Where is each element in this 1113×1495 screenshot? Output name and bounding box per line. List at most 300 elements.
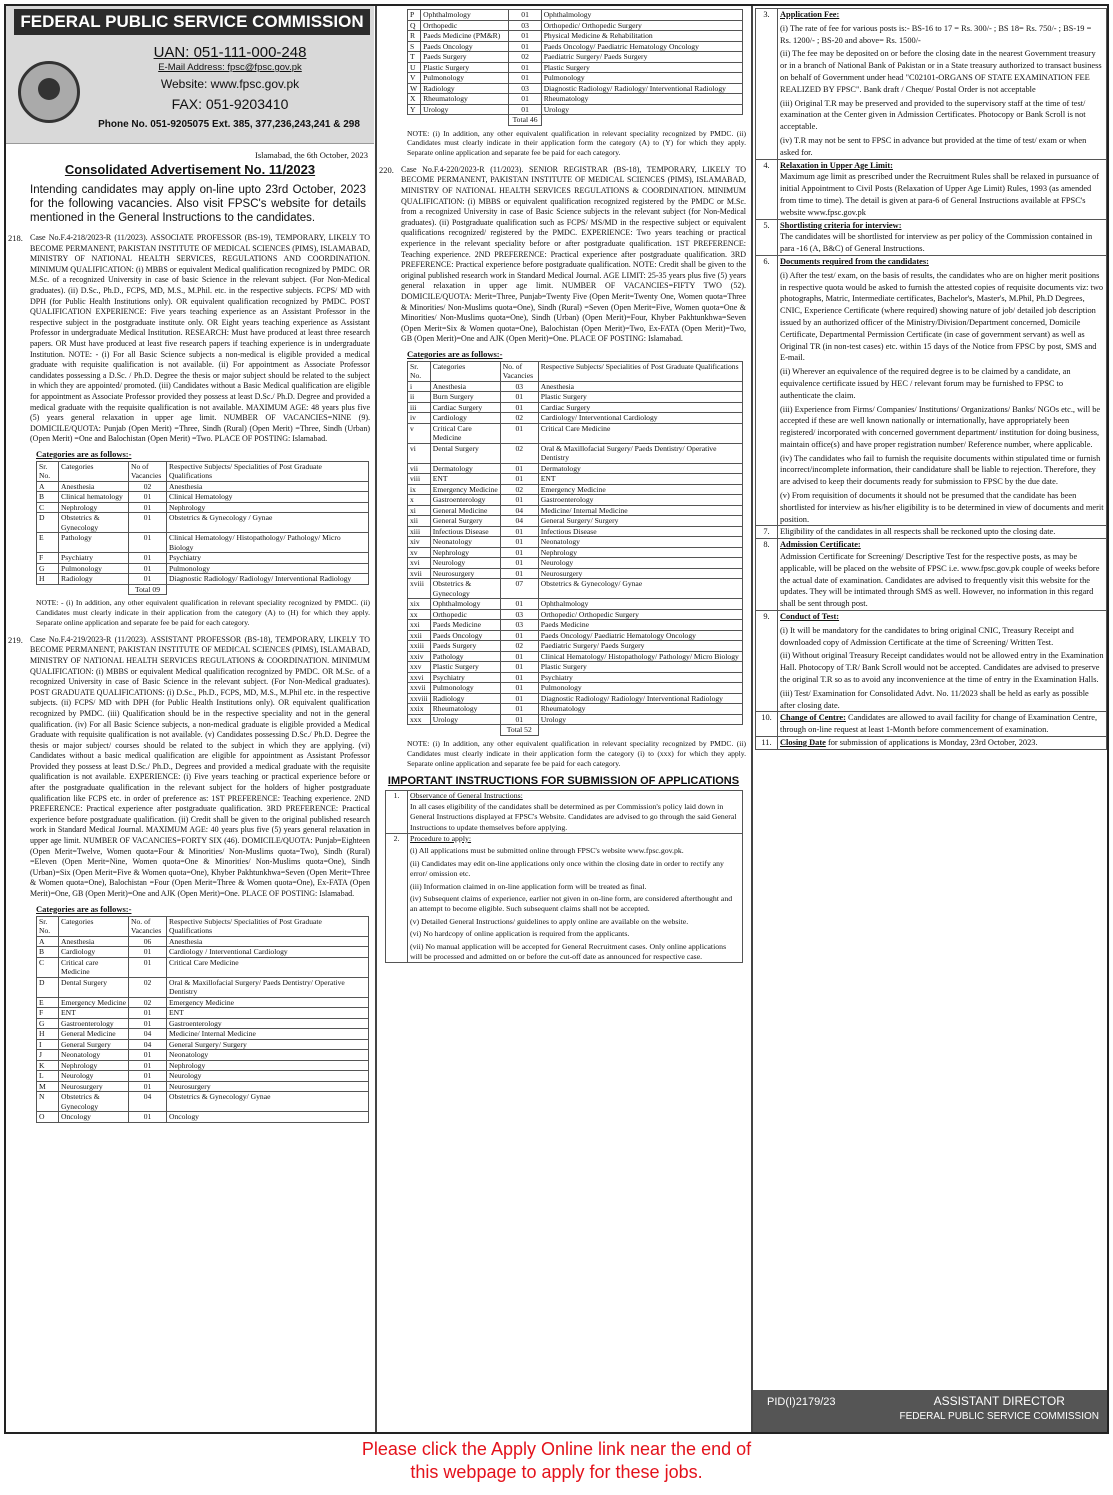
table-row <box>37 997 369 1008</box>
instruction-number: 5. <box>756 219 778 255</box>
table-cell: 01 <box>500 526 538 537</box>
table-cell: Nephrology <box>430 547 500 558</box>
phone-line: Phone No. 051-9205075 Ext. 385, 377,236,243,241 & 298 <box>98 119 360 130</box>
instruction-text: In all cases eligibility of the candidates shall be determined as per Commission's policy laid down in General Instructions displayed at FPSC's Website. Candidates are advised to go through the said General Instructions to update themselves before applying. <box>410 801 737 832</box>
table-cell: Y <box>408 104 421 115</box>
instruction-number: 7. <box>756 526 778 539</box>
table-cell: Anesthesia <box>59 936 129 947</box>
instruction-paragraph: (i) It will be mandatory for the candidates to bring original CNIC, Treasury Receipt and downloaded copy of Admission Certificate at the time of Screening/ Written Test. <box>780 625 1074 647</box>
table-cell <box>408 725 501 736</box>
table-cell: 01 <box>500 693 538 704</box>
table-cell: Nephrology <box>59 502 129 513</box>
note-219: NOTE: (i) In addition, any other equivalent qualification in relevant speciality recognized by PMDC. (ii) Candidates must clearly indicate in their application form the category (A) to (Y) for which they apply. Separate online application and separate fee be paid for each category. <box>407 128 746 158</box>
table-cell: Oral & Maxillofacial Surgery/ Paeds Dentistry/ Operative Dentistry <box>538 443 742 463</box>
table-row <box>408 73 743 84</box>
table-cell: Paeds Surgery <box>421 52 509 63</box>
table-row <box>37 1039 369 1050</box>
instruction-number: 8. <box>756 539 778 611</box>
table-cell: R <box>408 31 421 42</box>
table-cell: 01 <box>509 41 541 52</box>
table-cell: Diagnostic Radiology/ Radiology/ Interventional Radiology <box>167 574 369 585</box>
table-cell: 01 <box>129 513 167 533</box>
table-row <box>37 1071 369 1082</box>
categories-table-220 <box>407 361 743 736</box>
table-row <box>37 1029 369 1040</box>
table-cell: 02 <box>500 641 538 652</box>
table-cell: 01 <box>129 492 167 503</box>
table-row <box>408 423 743 443</box>
column-header: Sr. No. <box>37 916 59 936</box>
table-cell: 01 <box>129 957 167 977</box>
note-218: NOTE: - (i) In addition, any other equivalent qualification in relevant speciality recognized by PMDC. (ii) Candidates must clearly indicate in their application from the category (A) to (H) for which they apply. Separate online application and separate fee be paid for each category. <box>36 598 370 627</box>
case-number: 219. <box>8 634 23 645</box>
table-row <box>37 1008 369 1019</box>
instruction-number: 4. <box>756 159 778 219</box>
table-cell: Critical Care Medicine <box>538 423 742 443</box>
table-row <box>408 505 743 516</box>
instruction-3 <box>756 9 1107 160</box>
table-cell: Urology <box>430 714 500 725</box>
apply-online-banner[interactable] <box>0 1438 1113 1484</box>
table-row <box>408 10 743 21</box>
table-row <box>408 41 743 52</box>
table-row <box>37 553 369 564</box>
table-cell: Anesthesia <box>167 481 369 492</box>
instruction-heading: Shortlisting criteria for interview: <box>780 220 902 230</box>
table-cell: Physical Medicine & Rehabilitation <box>541 31 742 42</box>
table-cell: xxi <box>408 620 431 631</box>
table-row <box>408 392 743 403</box>
table-cell: xxiii <box>408 641 431 652</box>
table-cell: 01 <box>500 402 538 413</box>
table-cell: Cardiology/ Interventional Cardiology <box>538 413 742 424</box>
table-cell: 01 <box>500 547 538 558</box>
table-cell: H <box>37 1029 59 1040</box>
table-cell: viii <box>408 474 431 485</box>
table-row <box>37 1092 369 1112</box>
table-cell: Nephrology <box>167 1060 369 1071</box>
table-cell: xi <box>408 505 431 516</box>
table-cell: 01 <box>509 62 541 73</box>
table-row <box>408 558 743 569</box>
table-cell: 02 <box>500 413 538 424</box>
table-cell: Neonatology <box>430 537 500 548</box>
table-cell: Psychiatry <box>430 672 500 683</box>
table-cell: 01 <box>129 947 167 958</box>
table-cell: 01 <box>509 94 541 105</box>
instruction-2 <box>386 834 743 963</box>
case-219 <box>6 630 374 902</box>
table-cell: Obstetrics & Gynecology / Gynae <box>167 513 369 533</box>
table-cell: B <box>37 492 59 503</box>
instructions-continued-table <box>755 8 1107 750</box>
table-cell: i <box>408 381 431 392</box>
table-cell: 01 <box>129 1018 167 1029</box>
case-220 <box>377 160 750 347</box>
table-cell: Radiology <box>421 83 509 94</box>
table-cell: 04 <box>129 1039 167 1050</box>
table-row <box>408 62 743 73</box>
table-cell: ENT <box>59 1008 129 1019</box>
instruction-paragraph: (iii) Information claimed in on-line application form will be treated as final. <box>410 881 647 891</box>
table-cell: O <box>37 1112 59 1123</box>
table-row <box>37 492 369 503</box>
table-row <box>408 609 743 620</box>
table-row <box>408 579 743 599</box>
table-cell: Infectious Disease <box>538 526 742 537</box>
table-row <box>408 537 743 548</box>
table-cell: Orthopedic/ Orthopedic Surgery <box>538 609 742 620</box>
table-cell: General Surgery <box>430 516 500 527</box>
instruction-heading: Closing Date <box>780 738 826 748</box>
table-cell: Cardiology <box>430 413 500 424</box>
table-cell: 01 <box>500 463 538 474</box>
table-row <box>37 502 369 513</box>
table-row <box>408 630 743 641</box>
table-row <box>408 31 743 42</box>
table-row <box>408 413 743 424</box>
table-cell: Psychiatry <box>167 553 369 564</box>
table-cell: Orthopedic/ Orthopedic Surgery <box>541 20 742 31</box>
instruction-heading: Observance of General Instructions: <box>410 791 523 801</box>
table-cell: 01 <box>509 31 541 42</box>
table-cell: v <box>408 423 431 443</box>
table-cell: Cardiology / Interventional Cardiology <box>167 947 369 958</box>
table-row <box>408 495 743 506</box>
column-header: Sr. No. <box>37 461 59 481</box>
table-row <box>37 1060 369 1071</box>
table-row <box>408 463 743 474</box>
table-cell: Urology <box>538 714 742 725</box>
table-cell: Obstetrics & Gynecology <box>59 1092 129 1112</box>
table-cell: Emergency Medicine <box>59 997 129 1008</box>
instruction-number: 6. <box>756 255 778 526</box>
table-cell: N <box>37 1092 59 1112</box>
table-cell: Diagnostic Radiology/ Radiology/ Interventional Radiology <box>538 693 742 704</box>
table-cell: Q <box>408 20 421 31</box>
table-cell: Paeds Medicine <box>430 620 500 631</box>
table-cell: 03 <box>509 20 541 31</box>
column-header: Categories <box>59 916 129 936</box>
column-right <box>753 6 1109 1432</box>
column-header: Categories <box>430 361 500 381</box>
total-label: Total <box>506 725 523 735</box>
signature-footer <box>753 1390 1109 1432</box>
table-cell: Diagnostic Radiology/ Radiology/ Interventional Radiology <box>541 83 742 94</box>
column-header: Respective Subjects/ Specialities of Post Graduate Qualifications <box>167 916 369 936</box>
table-cell: F <box>37 1008 59 1019</box>
table-cell: Paeds Oncology/ Paediatric Hematology Oncology <box>541 41 742 52</box>
instruction-heading: Documents required from the candidates: <box>780 256 929 266</box>
table-cell: Paediatric Surgery/ Paeds Surgery <box>538 641 742 652</box>
table-cell: xvii <box>408 568 431 579</box>
org-title: FEDERAL PUBLIC SERVICE COMMISSION <box>14 9 370 35</box>
table-row <box>408 599 743 610</box>
fax-line: FAX: 051-9203410 <box>171 96 289 112</box>
table-cell: X <box>408 94 421 105</box>
table-cell: Anesthesia <box>430 381 500 392</box>
table-cell: Clinical Hematology/ Histopathology/ Pathology/ Micro Biology <box>538 651 742 662</box>
instruction-paragraph: (iv) The candidates who fail to furnish the requisite documents within stipulated time or furnish incorrect/incomplete information, their candidature shall be liable to rejection. Therefore, they are advised to keep their documents ready for submission to FPSC by the due date. <box>780 453 1101 487</box>
table-cell: Neonatology <box>167 1050 369 1061</box>
table-cell: Dermatology <box>538 463 742 474</box>
table-cell: 02 <box>129 997 167 1008</box>
instruction-paragraph: (i) After the test/ exam, on the basis of results, the candidates who are on higher merit positions in respective quota would be asked to furnish the attested copies of requisite documents viz: two photographs, Matric, Intermediate certificates, Bachelor's, Master's, M.Phil, Ph.D Degrees, CNIC, Experience Certificate (where required) showing nature of job/ detailed job description issued by an authorized officer of the Ministry/Division/Department concerned, Domicile Certificate, Departmental Permission Certificate (in case of government servant) as well as Original TR (in non-test cases) etc. within 15 days of the Notice from FPSC by post, SMS and E-mail. <box>780 270 1104 363</box>
instruction-paragraph: (iv) T.R may not be sent to FPSC in advance but provided at the time of test/ exam or when asked for. <box>780 135 1087 157</box>
instruction-paragraph: (iii) Test/ Examination for Consolidated Advt. No. 11/2023 shall be held as early as possible after closing date. <box>780 688 1089 710</box>
table-header-row <box>37 461 369 481</box>
instruction-paragraphs <box>780 270 1104 526</box>
table-cell: Nephrology <box>538 547 742 558</box>
table-row <box>408 402 743 413</box>
table-cell: Gastroenterology <box>167 1018 369 1029</box>
banner-line-2: this webpage to apply for these jobs. <box>410 1462 703 1482</box>
advertisement-sheet <box>4 4 1109 1434</box>
table-cell: E <box>37 997 59 1008</box>
table-cell: T <box>408 52 421 63</box>
table-cell: Pulmonology <box>167 563 369 574</box>
table-cell <box>538 725 742 736</box>
pid-number: PID(I)2179/23 <box>767 1396 836 1408</box>
table-cell: Medicine/ Internal Medicine <box>538 505 742 516</box>
table-cell: Plastic Surgery <box>538 662 742 673</box>
table-cell: W <box>408 83 421 94</box>
table-cell: xiii <box>408 526 431 537</box>
table-row <box>408 526 743 537</box>
table-cell: Pulmonology <box>430 683 500 694</box>
instruction-paragraph: (ii) Wherever an equivalence of the required degree is to be claimed by a candidate, an equivalence certificate issued by HEC / relevant forum may be furnished to FPSC to authenticate the claim. <box>780 367 1071 400</box>
instruction-paragraph: (i) All applications must be submitted online through FPSC's website www.fpsc.gov.pk. <box>410 846 684 856</box>
table-cell: xv <box>408 547 431 558</box>
table-row <box>408 672 743 683</box>
table-cell: 01 <box>129 574 167 585</box>
table-cell: 04 <box>129 1092 167 1112</box>
table-cell: Rheumatology <box>430 704 500 715</box>
instruction-number: 1. <box>386 791 408 834</box>
table-cell: 02 <box>129 481 167 492</box>
instruction-paragraph: (iii) Experience from Firms/ Companies/ Institutions/ Organizations/ Banks/ NGOs etc., will be accepted if these are well known nationally or internationally, have appropriately been registered/ incorporated with concerned government department/ institution for doing business, maintain office(s) and have proper registration number/ Reference number, where applicable. <box>780 404 1101 449</box>
table-cell: General Surgery <box>59 1039 129 1050</box>
table-cell: E <box>37 533 59 553</box>
table-cell: 01 <box>129 1060 167 1071</box>
instructions-table <box>385 790 743 963</box>
table-cell: F <box>37 553 59 564</box>
table-cell: Neurosurgery <box>538 568 742 579</box>
email-line: E-Mail Address: fpsc@fpsc.gov.pk <box>158 62 302 73</box>
table-cell: ENT <box>430 474 500 485</box>
uan-line: UAN: 051-111-000-248 <box>153 44 307 61</box>
table-cell: 01 <box>509 73 541 84</box>
table-cell: ENT <box>538 474 742 485</box>
table-cell: Psychiatry <box>538 672 742 683</box>
table-cell: Pulmonology <box>538 683 742 694</box>
instruction-paragraph: (ii) Without original Treasury Receipt candidates would not be allowed entry in the Examination Hall. Photocopy of T.R/ Bank Scroll would not be accepted. Candidates are advised to preserve the original T.R so as to avoid any inconvenience at the time of entry in the Examination Halls. <box>780 651 1104 685</box>
table-cell: Radiology <box>59 574 129 585</box>
table-cell: 01 <box>129 553 167 564</box>
table-cell: A <box>37 936 59 947</box>
table-cell: Pathology <box>59 533 129 553</box>
table-row <box>408 651 743 662</box>
signatory-office: FEDERAL PUBLIC SERVICE COMMISSION <box>899 1411 1099 1422</box>
table-cell: Neurology <box>59 1071 129 1082</box>
table-row <box>408 83 743 94</box>
table-cell: 02 <box>500 484 538 495</box>
column-header: Sr. No. <box>408 361 431 381</box>
table-cell: Obstetrics & Gynecology <box>430 579 500 599</box>
table-cell: 01 <box>129 1008 167 1019</box>
table-cell: 01 <box>500 683 538 694</box>
table-row <box>37 977 369 997</box>
instruction-heading: Change of Centre: <box>780 713 846 723</box>
table-cell: ENT <box>167 1008 369 1019</box>
table-cell: Infectious Disease <box>430 526 500 537</box>
table-cell: Paeds Medicine (PM&R) <box>421 31 509 42</box>
table-cell: M <box>37 1081 59 1092</box>
table-row <box>408 568 743 579</box>
table-cell: iv <box>408 413 431 424</box>
table-cell: 01 <box>500 672 538 683</box>
table-cell: Paeds Oncology <box>430 630 500 641</box>
table-cell: Dental Surgery <box>430 443 500 463</box>
table-cell: 01 <box>129 1081 167 1092</box>
table-row <box>408 20 743 31</box>
table-cell: 01 <box>509 104 541 115</box>
table-cell: 01 <box>500 474 538 485</box>
instruction-paragraphs <box>780 625 1104 712</box>
table-cell: K <box>37 1060 59 1071</box>
table-cell: 04 <box>500 516 538 527</box>
table-cell: C <box>37 957 59 977</box>
table-cell: Clinical hematology <box>59 492 129 503</box>
table-cell: Plastic Surgery <box>430 662 500 673</box>
signatory-title: ASSISTANT DIRECTOR <box>933 1394 1065 1408</box>
note-220: NOTE: (i) In addition, any other equivalent qualification in relevant speciality recognized by PMDC. (ii) Candidates must clearly indicate in their application form the category (i) to (xxx) for which they apply. Separate online application and separate fee be paid for each category. <box>407 738 746 768</box>
table-cell: V <box>408 73 421 84</box>
fpsc-seal-icon <box>18 61 80 123</box>
instruction-number: 2. <box>386 834 408 963</box>
instruction-1 <box>386 791 743 834</box>
instruction-4 <box>756 159 1107 219</box>
table-cell: 04 <box>500 505 538 516</box>
table-cell: A <box>37 481 59 492</box>
table-cell: 01 <box>500 392 538 403</box>
table-cell: Neonatology <box>538 537 742 548</box>
table-cell: Pulmonology <box>541 73 742 84</box>
table-cell <box>37 584 129 595</box>
table-cell: x <box>408 495 431 506</box>
instruction-paragraph: (ii) The fee may be deposited on or before the closing date in the nearest Government treasury or in a branch of National Bank of Pakistan or in a State treasury authorized to transact business on behalf of Government under head "C02101-ORGANS OF STATE EXAMINATION FEE REALIZED BY FPSC". Bank draft / Cheque/ Postal Order is not acceptable <box>780 49 1102 94</box>
table-cell: Neurology <box>538 558 742 569</box>
table-cell: Critical care Medicine <box>59 957 129 977</box>
table-row <box>408 620 743 631</box>
case-text: Case No.F.4-218/2023-R (11/2023). ASSOCIATE PROFESSOR (BS-19), TEMPORARY, LIKELY TO BECOME PERMANENT, PAKISTAN INSTITUTE OF MEDICAL SCIENCES (PIMS), ISLAMABAD, MINISTRY OF NATIONAL HEALTH SERVICES, REGULATIONS AND COORDINATION. MINIMUM QUALIFICATION: (i) MBBS or equivalent Medical qualification recognized by PMDC. OR M.Sc. of a recognized University in case of basic Science in the relevant subject. (For Non-Medical graduates). (ii) D.Sc., Ph.D., FCPS, MD, M.S., M.Phil. etc. in the respective subjects. FCPS/ MD with DPH (for Public Health Institutions only). OR equivalent qualification recognized by PMDC. POST QUALIFICATION EXPERIENCE: Five years teaching experience as an Assistant Professor in the respective subject in the postgraduate institute only. OR Eight years teaching experience as Assistant Professor in undergraduate Medical Institution. RESEARCH: Must have produced at least three research papers. OR Must have produced at least five research papers if teaching experience is in undergraduate Institution. NOTE: - (i) For all Basic Science subjects a non-medical is eligible provided a medical graduate with requisite qualification is not available. (ii) For appointment as Associate Professor candidates possessing a D.Sc. / Ph.D. Degree the thesis or major subject should be related to the subject in which they are appointed/ promoted. (iii) Candidates without a Basic Medical qualification are eligible for appointment as Associate Professor provided they possess at least D.Sc./ Ph.D. Degree and provided a medical graduate with the requisite qualification is not available. MAXIMUM AGE: 48 years plus five (5) years general relaxation in upper age limit. NUMBER OF VACANCIES=NINE (9). DOMICILE/QUOTA: Punjab (Open Merit) =Three, Sindh (Rural) (Open Merit) =Three, Sindh (Urban) (Open Merit) =One and Balochistan (Open Merit) =Two. PLACE OF POSTING: Islamabad. <box>30 233 370 444</box>
table-cell: C <box>37 502 59 513</box>
total-value: 09 <box>152 584 160 594</box>
table-row <box>408 683 743 694</box>
instruction-10 <box>756 712 1107 737</box>
table-cell: General Medicine <box>59 1029 129 1040</box>
table-cell: Oral & Maxillofacial Surgery/ Paeds Dentistry/ Operative Dentistry <box>167 977 369 997</box>
instruction-9 <box>756 611 1107 712</box>
table-cell: 02 <box>509 52 541 63</box>
table-cell: Clinical Hematology/ Histopathology/ Pathology/ Micro Biology <box>167 533 369 553</box>
instruction-paragraph: (iv) Subsequent claims of experience, earlier not given in on-line form, are considered afterthought and an attempt to become eligible. Such subsequent claims shall not be accepted. <box>410 894 733 914</box>
column-header: No. of Vacancies <box>500 361 538 381</box>
table-cell: General Medicine <box>430 505 500 516</box>
table-cell: Critical Care Medicine <box>167 957 369 977</box>
table-cell: Plastic Surgery <box>538 392 742 403</box>
total-row <box>37 584 369 595</box>
table-cell: 03 <box>500 620 538 631</box>
table-row <box>37 1018 369 1029</box>
place-date: Islamabad, the 6th October, 2023 <box>255 150 368 160</box>
table-cell: 01 <box>500 568 538 579</box>
total-label: Total <box>135 584 151 594</box>
table-cell: 01 <box>129 1071 167 1082</box>
total-value: 46 <box>529 115 538 124</box>
table-row <box>408 704 743 715</box>
table-cell: Pulmonology <box>421 73 509 84</box>
table-cell: Paeds Surgery <box>430 641 500 652</box>
table-cell: Radiology <box>430 693 500 704</box>
table-row <box>408 443 743 463</box>
column-header: Categories <box>59 461 129 481</box>
table-row <box>408 94 743 105</box>
categories-label: Categories are as follows:- <box>407 348 503 359</box>
instruction-number: 10. <box>756 712 778 737</box>
table-cell: 01 <box>500 537 538 548</box>
case-text: Case No.F.4-219/2023-R (11/2023). ASSISTANT PROFESSOR (BS-18), TEMPORARY, LIKELY TO BECOME PERMANENT, PAKISTAN INSTITUTE OF MEDICAL SCIENCES (PIMS), ISLAMABAD, MINISTRY OF NATIONAL HEALTH SERVICES REGULATIONS & COORDINATION. MINIMUM QUALIFICATION: (i) MBBS or equivalent Medical qualification recognized by PMDC. OR M.Sc. of a recognized University in case of Basic Science in the relevant subject. (For Non-Medical graduates). POST GRADUATE QUALIFICATIONS: (i) D.Sc., Ph.D., FCPS, MD, M.S., M.Phil etc. in the respective subjects. (ii) FCPS/ MD with DPH (for Public Health Institutions only). OR equivalent qualification recognized by PMDC. (iii) Qualification should be in the respective speciality and not in the general qualification. (iv) For all Basic Science subjects, a non-medical graduate is eligible provided a Medical Graduate with requisite qualification is not available. (v) Candidates possessing D.Sc./ Ph.D. Degree the thesis or major subject/ courses should be related to the subject in which they are applying. (vi) Candidates without a basic medical qualification are eligible for appointment as Assistant Professor Provided they possess at least D.Sc./ Ph.D., Degrees and provided a medical graduate with the requisite qualification is not available. EXPERIENCE: (i) Five years teaching or practical experience before or after the postgraduate qualification in the relevant subject for the holders of higher postgraduate qualification like FCPS etc. in order of preference as: 1ST PREFERENCE: Teaching experience. 2ND PREFERENCE: Practical experience after postgraduate qualification. 3RD PREFERENCE: Practical experience before postgraduate qualification. (ii) Credit shall be given to the original published research work in Standard Medical Journal. MAXIMUM AGE: 40 years plus five (5) years general relaxation in upper age limit. NUMBER OF VACANCIES=FORTY SIX (46). DOMICILE/QUOTA: Punjab=Eighteen (Open Merit=Twelve, Women quota=Four & Minorities/ Non-Muslims quota=Two), Sindh (Rural) =Eleven (Open Merit=Nine, Women quota=One & Minorities/ Non-Muslims quota=One), Sindh (Urban)=Six (Open Merit=Five & Women quota=One), Khyber Pakhtunkhwa=Seven (Open Merit=Three & Women quota=One), Balochistan =Four (Open Merit=Three & Women quota=One), Ex-FATA (Open Merit)=One, GB (Open Merit)=One and AJK (Open Merit)=One. PLACE OF POSTING: Islamabad. <box>30 634 370 899</box>
table-row <box>37 1050 369 1061</box>
table-cell: Neurosurgery <box>430 568 500 579</box>
instruction-text: Admission Certificate for Screening/ Descriptive Test for the respective posts, as may be applicable, will be placed on the website of FPSC i.e. www.fpsc.gov.pk couple of weeks before the actual date of examination. Candidates are advised to frequently visit this website for the updates. They will be intimated through SMS as well. However, no information in this regard shall be sent through post. <box>780 552 1100 609</box>
table-row <box>408 381 743 392</box>
table-cell: G <box>37 563 59 574</box>
table-row <box>37 936 369 947</box>
table-cell <box>167 584 369 595</box>
table-cell: 06 <box>129 936 167 947</box>
table-cell: I <box>37 1039 59 1050</box>
total-cell <box>509 115 541 126</box>
table-cell: Cardiac Surgery <box>430 402 500 413</box>
table-cell: Obstetrics & Gynecology/ Gynae <box>538 579 742 599</box>
table-cell: 01 <box>500 495 538 506</box>
instruction-11 <box>756 737 1107 750</box>
table-cell: D <box>37 977 59 997</box>
table-cell: 03 <box>500 609 538 620</box>
table-row <box>37 574 369 585</box>
table-cell: Ophthalmology <box>541 10 742 21</box>
table-cell: B <box>37 947 59 958</box>
table-cell: vi <box>408 443 431 463</box>
table-cell: Dental Surgery <box>59 977 129 997</box>
table-cell: 01 <box>500 662 538 673</box>
table-cell: xviii <box>408 579 431 599</box>
instruction-paragraph: (vii) No manual application will be accepted for General Recruitment cases. Only online applications will be processed and admitted on or before the cut-off date as announced for respective case. <box>410 941 727 962</box>
table-row <box>37 481 369 492</box>
table-cell: 01 <box>129 563 167 574</box>
table-cell: G <box>37 1018 59 1029</box>
table-cell: Obstetrics & Gynecology/ Gynae <box>167 1092 369 1112</box>
table-row <box>408 547 743 558</box>
table-cell: Medicine/ Internal Medicine <box>167 1029 369 1040</box>
table-cell: xxiv <box>408 651 431 662</box>
table-cell: 01 <box>129 1112 167 1123</box>
instruction-paragraph: (v) Detailed General Instructions/ guidelines to apply online are available on the website. <box>410 916 689 926</box>
case-number: 220. <box>379 164 394 175</box>
table-header-row <box>37 916 369 936</box>
column-middle <box>377 6 750 1432</box>
